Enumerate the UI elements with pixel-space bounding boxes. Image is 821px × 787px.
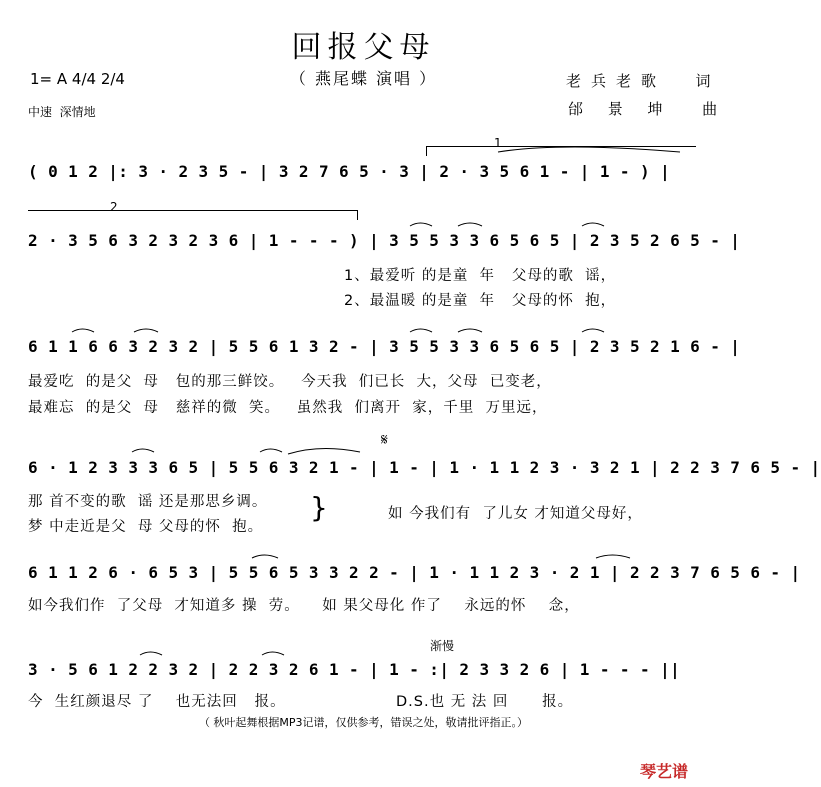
volta-number-2: 2 <box>110 200 118 214</box>
lyric-verse1-line3: 最爱吃 的是父 母 包的那三鲜饺。 今天我 们已长 大，父母 已变老， <box>28 374 552 390</box>
score-line-4: 6 · 1 2 3 3 3 6 5 | 5 5 6 3 2 1 - | 1 - | 1 · 1 1 2 3 · 3 2 1 | 2 2 3 7 6 5 - | <box>28 458 821 477</box>
lyric-line6-ds: D.S.也 无 法 回 报。 <box>396 694 574 710</box>
slur-arc <box>596 555 630 558</box>
slur-arc <box>134 329 158 332</box>
lyric-verse2-line3: 最难忘 的是父 母 慈祥的微 笑。 虽然我 们离开 家，千里 万里远， <box>28 400 548 416</box>
slur-arc <box>132 449 154 452</box>
lyricist-credit: 老兵老歌 词 <box>566 72 721 90</box>
key-signature: 1= A 4/4 2/4 <box>30 70 125 88</box>
slur-arc <box>140 652 162 655</box>
score-line-1: ( 0 1 2 |: 3 · 2 3 5 - | 3 2 7 6 5 · 3 | 2 · 3 5 6 1 - | 1 - ) | <box>28 162 671 181</box>
lyric-line5: 如今我们作 了父母 才知道多 操 劳。 如 果父母化 作了 永远的怀 念， <box>28 598 580 614</box>
slur-arc <box>458 223 482 226</box>
brand-logo: 琴艺谱 <box>640 762 689 781</box>
lyric-verse1-line4: 那 首不变的歌 谣 还是那思乡调。 <box>28 494 268 510</box>
score-line-2: 2 · 3 5 6 3 2 3 2 3 6 | 1 - - - ) | 3 5 5 3 3 6 5 6 5 | 2 3 5 2 6 5 - | <box>28 231 741 250</box>
tempo-change-marking: 渐慢 <box>430 639 455 653</box>
lyric-verse2-line2: 2、最温暖 的是童 年 父母的怀 抱， <box>344 293 617 309</box>
slur-arc <box>262 652 284 655</box>
tie-arc <box>498 147 680 152</box>
slur-arc <box>458 329 482 332</box>
slur-arc <box>260 449 282 452</box>
slur-arc <box>410 329 432 332</box>
slur-arc <box>582 329 604 332</box>
lyric-verse2-line4: 梦 中走近是父 母 父母的怀 抱。 <box>28 519 264 535</box>
volta-number-1: 1 <box>494 136 502 150</box>
score-line-3: 6 1 1 6 6 3 2 3 2 | 5 5 6 1 3 2 - | 3 5 5 3 3 6 5 6 5 | 2 3 5 2 1 6 - | <box>28 337 741 356</box>
score-line-5: 6 1 1 2 6 · 6 5 3 | 5 5 6 5 3 3 2 2 - | 1 · 1 1 2 3 · 2 1 | 2 2 3 7 6 5 6 - | <box>28 563 801 582</box>
slur-arc <box>410 223 432 226</box>
lyric-verse1-line2: 1、最爱听 的是童 年 父母的歌 谣， <box>344 268 617 284</box>
slur-arc <box>252 555 278 558</box>
performer-subtitle: （ 燕尾蝶 演唱 ） <box>289 69 438 88</box>
slur-arc <box>582 223 604 226</box>
score-line-6: 3 · 5 6 1 2 2 3 2 | 2 2 3 2 6 1 - | 1 - :| 2 3 3 2 6 | 1 - - - || <box>28 660 681 679</box>
footer-note: （ 秋叶起舞根据MP3记谱，仅供参考，错误之处，敬请批评指正。） <box>198 716 529 729</box>
segno-sign: 𝄋 <box>381 430 388 449</box>
composer-credit: 邰 景 坤 曲 <box>568 100 728 118</box>
lyric-refrain-line4: 如 今我们有 了儿女 才知道父母好， <box>388 506 643 522</box>
tempo-marking: 中速 深情地 <box>28 105 96 119</box>
slur-arc <box>72 329 94 332</box>
tie-arc <box>288 448 360 454</box>
song-title: 回报父母 <box>291 30 436 65</box>
verse-bracket: } <box>310 491 328 524</box>
lyric-line6: 今 生红颜退尽 了 也无法回 报。 <box>28 694 286 710</box>
